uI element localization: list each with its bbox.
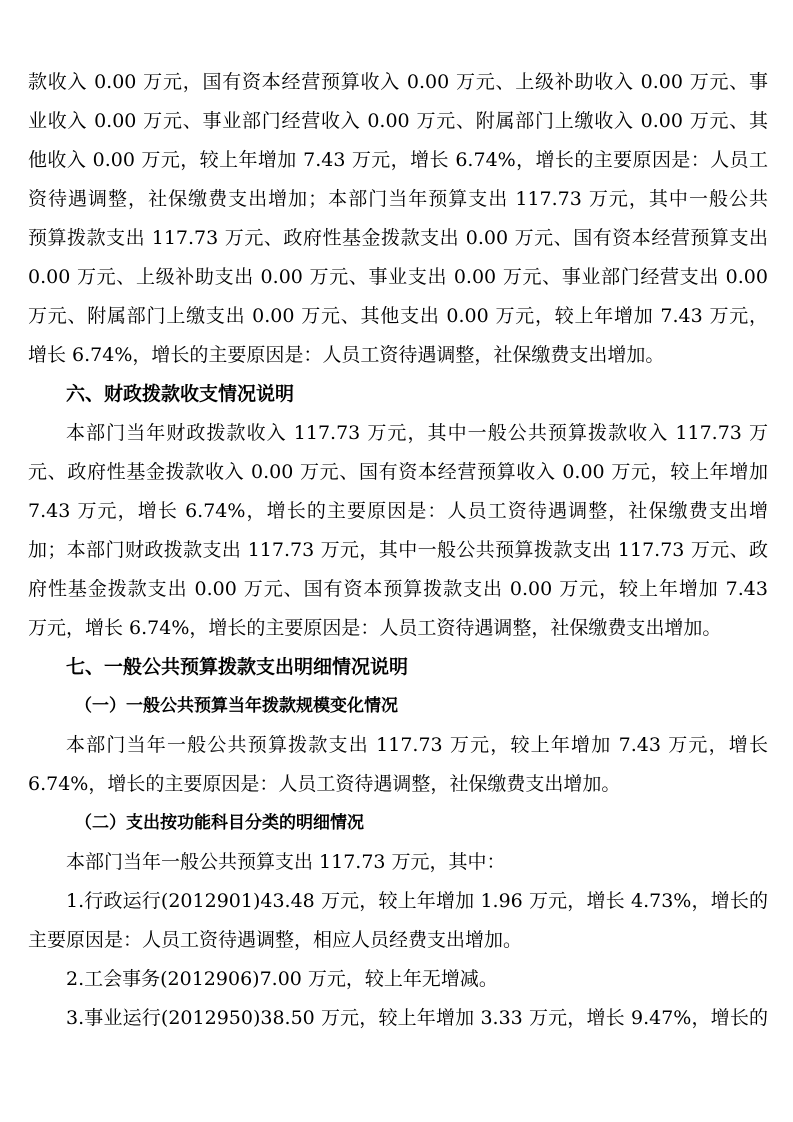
document-page: [28, 63, 768, 1038]
text-line: 0.00 万元、上级补助支出 0.00 万元、事业支出 0.00 万元、事业部门经营支出 0.00: [28, 266, 768, 288]
subsection-heading-scale-change: （一）一般公共预算当年拨款规模变化情况: [75, 696, 398, 716]
list-item-administrative-operation: [28, 882, 768, 960]
text-line: 款收入 0.00 万元，国有资本经营预算收入 0.00 万元、上级补助收入 0.00 万元、事: [28, 71, 768, 93]
text-line: 增长 6.74%，增长的主要原因是：人员工资待遇调整，社保缴费支出增加。: [28, 344, 665, 366]
text-line: 元、政府性基金拨款收入 0.00 万元、国有资本经营预算收入 0.00 万元，较上年增加: [28, 461, 768, 483]
paragraph-scale-change: [28, 726, 768, 804]
text-line: 6.74%，增长的主要原因是：人员工资待遇调整，社保缴费支出增加。: [28, 773, 621, 795]
text-line: 万元，增长 6.74%，增长的主要原因是：人员工资待遇调整，社保缴费支出增加。: [28, 617, 722, 639]
subsection-heading-functional-classification: （二）支出按功能科目分类的明细情况: [75, 813, 364, 833]
text-line: 他收入 0.00 万元，较上年增加 7.43 万元，增长 6.74%，增长的主要原因是：人员工: [28, 149, 768, 171]
text-line: 1.行政运行(2012901)43.48 万元，较上年增加 1.96 万元，增长 4.73%，增长的: [66, 890, 768, 912]
text-line: 本部门当年一般公共预算拨款支出 117.73 万元，较上年增加 7.43 万元，增长: [66, 734, 768, 756]
paragraph-fiscal-appropriation: [28, 414, 768, 648]
text-line: 7.43 万元，增长 6.74%，增长的主要原因是：人员工资待遇调整，社保缴费支出增: [28, 500, 768, 522]
text-line: 业收入 0.00 万元、事业部门经营收入 0.00 万元、附属部门上缴收入 0.00 万元、其: [28, 110, 768, 132]
paragraph-expenditure-intro: 本部门当年一般公共预算支出 117.73 万元，其中：: [66, 851, 506, 873]
section-heading-fiscal-appropriation: 六、财政拨款收支情况说明: [66, 383, 295, 405]
section-heading-general-budget-detail: 七、一般公共预算拨款支出明细情况说明: [66, 656, 409, 678]
text-line: 万元、附属部门上缴支出 0.00 万元、其他支出 0.00 万元，较上年增加 7.43 万元，: [28, 305, 768, 327]
paragraph-budget-income-expenditure: [28, 63, 768, 375]
text-line: 主要原因是：人员工资待遇调整，相应人员经费支出增加。: [28, 929, 523, 951]
text-line: 加；本部门财政拨款支出 117.73 万元，其中一般公共预算拨款支出 117.73 万元、政: [28, 539, 768, 561]
list-item-union-affairs: 2.工会事务(2012906)7.00 万元，较上年无增减。: [66, 968, 498, 990]
list-item-institution-operation: 3.事业运行(2012950)38.50 万元，较上年增加 3.33 万元，增长 9.47%，增长的: [66, 1007, 768, 1029]
text-line: 资待遇调整，社保缴费支出增加；本部门当年预算支出 117.73 万元，其中一般公共: [28, 188, 768, 210]
text-line: 府性基金拨款支出 0.00 万元、国有资本预算拨款支出 0.00 万元，较上年增加 7.43: [28, 578, 768, 600]
text-line: 本部门当年财政拨款收入 117.73 万元，其中一般公共预算拨款收入 117.73 万: [66, 422, 768, 444]
text-line: 预算拨款支出 117.73 万元、政府性基金拨款支出 0.00 万元、国有资本经营预算支出: [28, 227, 768, 249]
